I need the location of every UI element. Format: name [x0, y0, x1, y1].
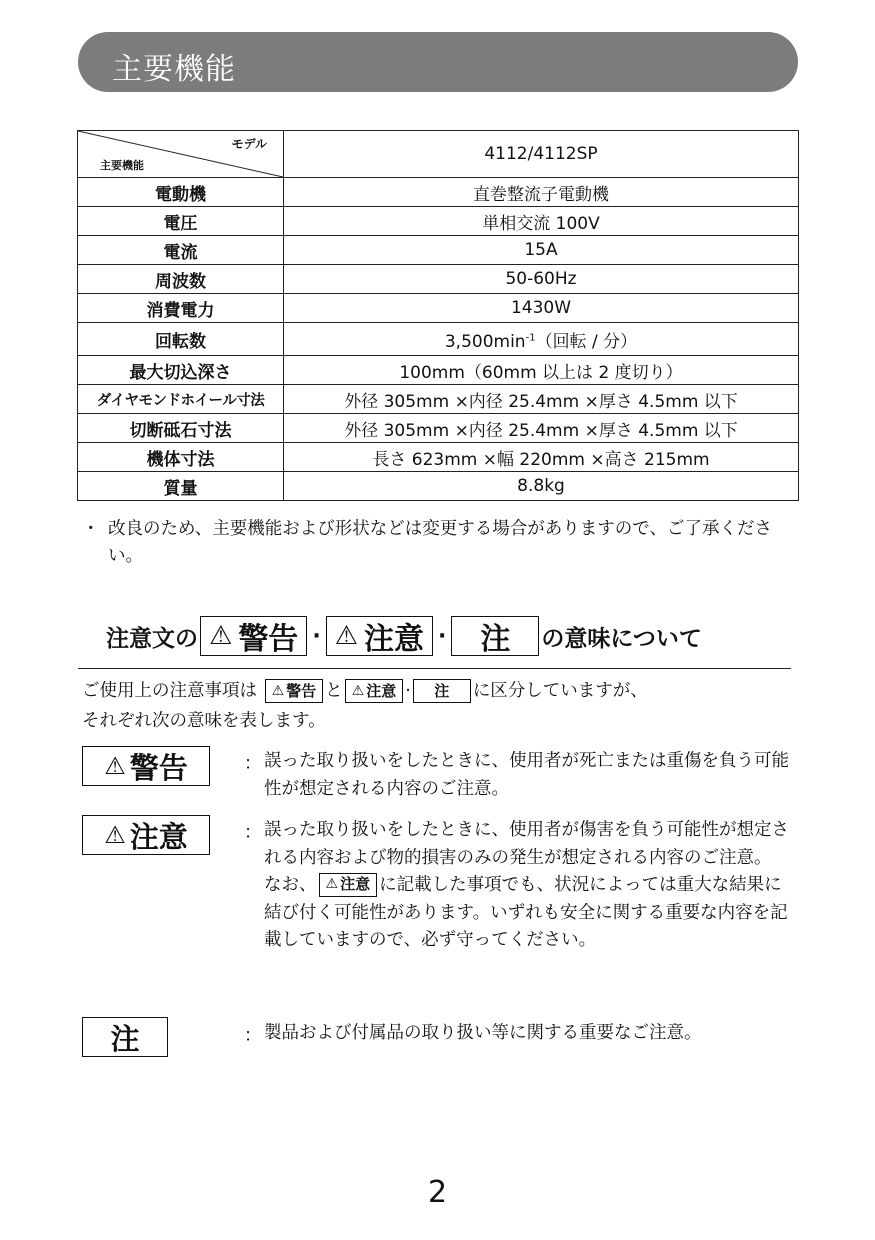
colon: ：	[244, 754, 262, 774]
row-label: 消費電力	[78, 294, 284, 323]
caution-section-heading	[106, 614, 702, 658]
inline-warning-label: 警告	[286, 682, 317, 700]
caution-triangle-icon: ⚠	[325, 876, 339, 893]
note-label: 注	[480, 622, 511, 657]
caution-text: 誤った取り扱いをしたときに、使用者が傷害を負う可能性が想定される内容および物的損害のみの発生が想定される内容のご注意。	[264, 820, 789, 868]
corner-model-label: モデル	[231, 137, 267, 151]
separator: ·	[437, 623, 447, 649]
warning-triangle-icon: ⚠	[104, 752, 126, 780]
row-label: 電動機	[78, 178, 284, 207]
table-row	[78, 265, 799, 294]
warning-title: 警告	[129, 750, 188, 785]
table-row	[78, 385, 799, 414]
table-row	[78, 356, 799, 385]
rpm-value: 3,500min	[444, 331, 526, 352]
intro-part2: に区分していますが、	[472, 681, 648, 701]
inline-note-box	[413, 679, 471, 703]
row-label: 質量	[78, 472, 284, 501]
caution-description	[264, 817, 789, 955]
note-title: 注	[110, 1021, 140, 1056]
caution-triangle-icon: ⚠	[334, 621, 358, 651]
row-label: 回転数	[78, 323, 284, 356]
rpm-exponent: -1	[525, 331, 536, 343]
row-label: 最大切込深さ	[78, 356, 284, 385]
table-row	[78, 178, 799, 207]
warning-box	[200, 616, 307, 656]
caution-triangle-icon: ⚠	[104, 821, 126, 849]
row-label: 電流	[78, 236, 284, 265]
row-value: 外径 305mm ×内径 25.4mm ×厚さ 4.5mm 以下	[284, 414, 799, 443]
warning-label-box	[82, 746, 210, 786]
warning-triangle-icon: ⚠	[271, 683, 285, 699]
page-title: 主要機能	[112, 52, 236, 87]
intro-conj: と	[325, 681, 343, 701]
caution-label: 注意	[363, 622, 424, 657]
inline-caution-box	[345, 679, 404, 703]
inline-warning-box	[265, 679, 324, 703]
model-name: 4112/4112SP	[284, 131, 799, 178]
intro-part1: ご使用上の注意事項は	[82, 681, 257, 701]
row-label: ダイヤモンドホイール寸法	[78, 385, 284, 414]
inline-note-label: 注	[434, 682, 450, 700]
caution-extra-pre: なお、	[264, 875, 317, 895]
colon: ：	[244, 823, 262, 843]
intro-line2: それぞれ次の意味を表します。	[82, 711, 326, 731]
caution-box	[326, 616, 433, 656]
table-row	[78, 236, 799, 265]
inline-caution-label: 注意	[366, 682, 397, 700]
row-value: 8.8kg	[284, 472, 799, 501]
section-title-bar	[78, 32, 798, 92]
table-row	[78, 472, 799, 501]
separator: ·	[405, 681, 411, 701]
note-text: 改良のため、主要機能および形状などは変更する場合がありますので、ご了承ください。	[108, 519, 772, 566]
rpm-suffix: （回転 / 分）	[535, 331, 638, 352]
row-value: 長さ 623mm ×幅 220mm ×高さ 215mm	[284, 443, 799, 472]
caution-extra-post: に記載した事項でも、状況によっては重大な結果に結び付く可能性があります。いずれも安全に関する重要な内容を記載していますので、必ず守ってください。	[264, 875, 788, 950]
table-row	[78, 207, 799, 236]
table-row	[78, 414, 799, 443]
note-box	[451, 616, 539, 656]
row-value: 外径 305mm ×内径 25.4mm ×厚さ 4.5mm 以下	[284, 385, 799, 414]
caution-title: 注意	[129, 819, 188, 854]
bullet-mark: ・	[82, 519, 100, 539]
row-value: 1430W	[284, 294, 799, 323]
row-value: 単相交流 100V	[284, 207, 799, 236]
table-header-row	[78, 131, 799, 178]
colon: ：	[244, 1026, 262, 1046]
row-value: 50-60Hz	[284, 265, 799, 294]
spec-change-note	[82, 516, 800, 570]
warning-description: 誤った取り扱いをしたときに、使用者が死亡または重傷を負う可能性が想定される内容のご注意。	[264, 751, 789, 799]
caution-label-box	[82, 815, 210, 855]
warning-triangle-icon: ⚠	[209, 621, 233, 651]
row-value: 15A	[284, 236, 799, 265]
caution-extra	[264, 872, 789, 955]
intro-text	[82, 676, 792, 736]
row-label: 周波数	[78, 265, 284, 294]
corner-function-label: 主要機能	[100, 159, 144, 172]
row-label: 電圧	[78, 207, 284, 236]
heading-prefix: 注意文の	[106, 625, 198, 652]
table-row	[78, 294, 799, 323]
section-divider	[78, 668, 791, 669]
separator: ·	[312, 623, 321, 649]
caution-triangle-icon: ⚠	[351, 683, 365, 699]
warning-label: 警告	[238, 622, 299, 657]
heading-suffix: の意味について	[541, 625, 702, 652]
row-label: 切断砥石寸法	[78, 414, 284, 443]
row-value: 直巻整流子電動機	[284, 178, 799, 207]
note-label-box	[82, 1017, 168, 1057]
inline-caution-box	[319, 873, 378, 897]
table-row	[78, 443, 799, 472]
row-value	[284, 323, 799, 356]
page-number: 2	[427, 1175, 448, 1210]
row-label: 機体寸法	[78, 443, 284, 472]
inline-caution-label: 注意	[340, 875, 371, 894]
spec-table	[77, 130, 799, 501]
row-value: 100mm（60mm 以上は 2 度切り）	[284, 356, 799, 385]
table-row	[78, 323, 799, 356]
corner-cell	[78, 131, 284, 178]
note-description: 製品および付属品の取り扱い等に関する重要なご注意。	[264, 1023, 702, 1043]
